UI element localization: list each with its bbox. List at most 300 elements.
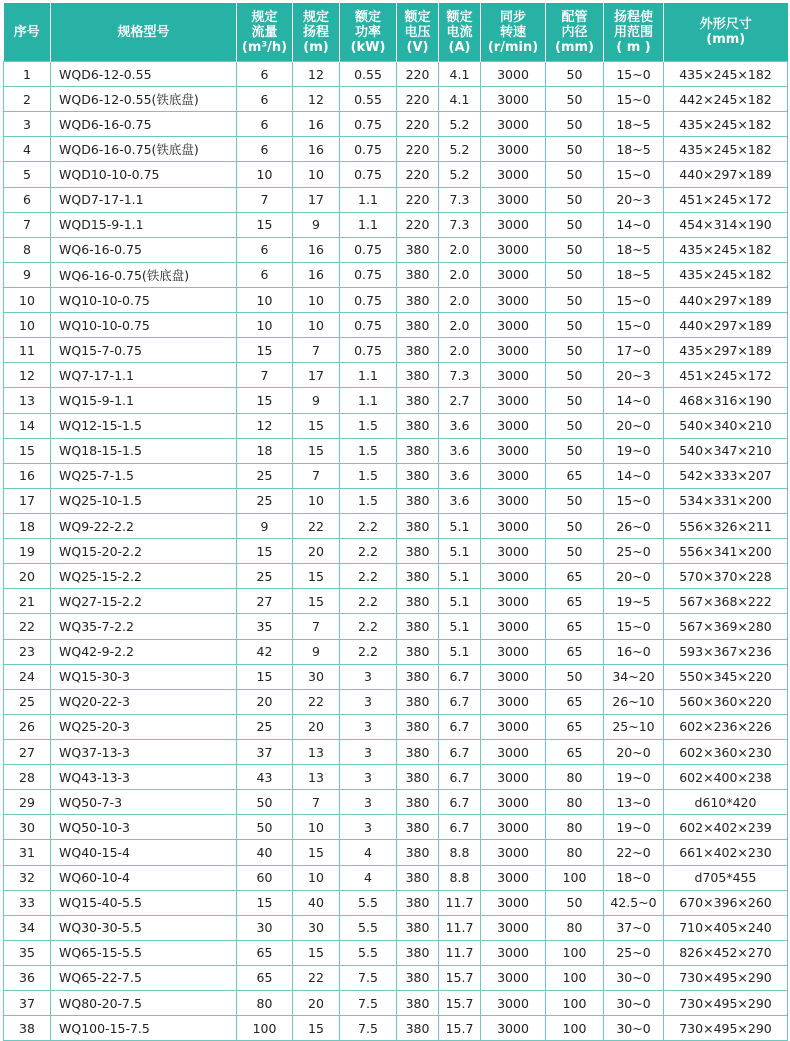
cell-index: 29 (4, 790, 51, 815)
cell-index: 17 (4, 488, 51, 513)
cell-pipe-diameter: 65 (546, 739, 604, 764)
cell-dimensions: 730×495×290 (664, 1016, 788, 1041)
cell-voltage: 220 (397, 87, 439, 112)
cell-current: 5.1 (439, 513, 481, 538)
cell-index: 13 (4, 388, 51, 413)
cell-power: 0.75 (340, 338, 397, 363)
cell-flow: 6 (237, 62, 293, 87)
cell-pipe-diameter: 50 (546, 664, 604, 689)
cell-index: 8 (4, 237, 51, 262)
cell-pipe-diameter: 50 (546, 438, 604, 463)
cell-model: WQ15-9-1.1 (51, 388, 237, 413)
cell-head-range: 19~0 (604, 438, 664, 463)
cell-speed: 3000 (481, 237, 546, 262)
cell-power: 1.5 (340, 488, 397, 513)
cell-head: 10 (293, 815, 340, 840)
cell-head: 9 (293, 212, 340, 237)
cell-current: 7.3 (439, 363, 481, 388)
cell-current: 2.0 (439, 262, 481, 287)
cell-current: 15.7 (439, 1016, 481, 1041)
cell-index: 20 (4, 564, 51, 589)
cell-head-range: 19~5 (604, 589, 664, 614)
cell-head: 10 (293, 313, 340, 338)
cell-head: 7 (293, 790, 340, 815)
cell-index: 7 (4, 212, 51, 237)
cell-model: WQ25-20-3 (51, 714, 237, 739)
cell-voltage: 220 (397, 212, 439, 237)
cell-head-range: 15~0 (604, 62, 664, 87)
cell-power: 2.2 (340, 589, 397, 614)
cell-dimensions: 602×402×239 (664, 815, 788, 840)
cell-voltage: 380 (397, 539, 439, 564)
cell-speed: 3000 (481, 890, 546, 915)
cell-dimensions: d610*420 (664, 790, 788, 815)
cell-dimensions: 730×495×290 (664, 991, 788, 1016)
cell-flow: 40 (237, 840, 293, 865)
cell-speed: 3000 (481, 338, 546, 363)
cell-index: 26 (4, 714, 51, 739)
table-row (4, 363, 788, 388)
cell-current: 7.3 (439, 187, 481, 212)
cell-index: 2 (4, 87, 51, 112)
cell-power: 0.55 (340, 62, 397, 87)
cell-dimensions: 826×452×270 (664, 940, 788, 965)
cell-flow: 42 (237, 639, 293, 664)
cell-voltage: 220 (397, 62, 439, 87)
cell-power: 1.1 (340, 212, 397, 237)
cell-index: 14 (4, 413, 51, 438)
table-row (4, 564, 788, 589)
cell-head-range: 15~0 (604, 87, 664, 112)
cell-current: 4.1 (439, 87, 481, 112)
cell-dimensions: 570×370×228 (664, 564, 788, 589)
cell-power: 3 (340, 790, 397, 815)
table-row (4, 513, 788, 538)
cell-head-range: 14~0 (604, 388, 664, 413)
cell-current: 11.7 (439, 890, 481, 915)
cell-speed: 3000 (481, 87, 546, 112)
cell-flow: 15 (237, 338, 293, 363)
cell-dimensions: 534×331×200 (664, 488, 788, 513)
cell-model: WQD7-17-1.1 (51, 187, 237, 212)
cell-dimensions: 602×400×238 (664, 765, 788, 790)
cell-dimensions: 602×236×226 (664, 714, 788, 739)
table-row (4, 890, 788, 915)
cell-head: 20 (293, 714, 340, 739)
cell-pipe-diameter: 50 (546, 62, 604, 87)
cell-head: 15 (293, 564, 340, 589)
cell-model: WQD15-9-1.1 (51, 212, 237, 237)
cell-flow: 15 (237, 539, 293, 564)
cell-model: WQ43-13-3 (51, 765, 237, 790)
cell-speed: 3000 (481, 112, 546, 137)
cell-head-range: 37~0 (604, 915, 664, 940)
table-row (4, 438, 788, 463)
cell-voltage: 380 (397, 991, 439, 1016)
cell-power: 0.75 (340, 237, 397, 262)
cell-voltage: 380 (397, 388, 439, 413)
cell-power: 1.1 (340, 363, 397, 388)
cell-current: 7.3 (439, 212, 481, 237)
cell-head-range: 15~0 (604, 313, 664, 338)
cell-head-range: 25~0 (604, 539, 664, 564)
cell-power: 3 (340, 765, 397, 790)
table-row (4, 840, 788, 865)
table-row (4, 940, 788, 965)
cell-model: WQ40-15-4 (51, 840, 237, 865)
cell-head: 16 (293, 137, 340, 162)
cell-head-range: 14~0 (604, 212, 664, 237)
cell-current: 5.1 (439, 639, 481, 664)
cell-dimensions: 542×333×207 (664, 463, 788, 488)
cell-dimensions: 468×316×190 (664, 388, 788, 413)
cell-pipe-diameter: 50 (546, 513, 604, 538)
cell-flow: 43 (237, 765, 293, 790)
cell-dimensions: 540×340×210 (664, 413, 788, 438)
cell-pipe-diameter: 50 (546, 338, 604, 363)
cell-flow: 65 (237, 965, 293, 990)
cell-speed: 3000 (481, 212, 546, 237)
cell-voltage: 380 (397, 714, 439, 739)
cell-head: 30 (293, 915, 340, 940)
cell-index: 15 (4, 438, 51, 463)
table-row (4, 87, 788, 112)
cell-voltage: 380 (397, 965, 439, 990)
cell-model: WQ27-15-2.2 (51, 589, 237, 614)
cell-current: 11.7 (439, 915, 481, 940)
cell-dimensions: 435×245×182 (664, 237, 788, 262)
cell-voltage: 380 (397, 614, 439, 639)
cell-power: 0.55 (340, 87, 397, 112)
cell-index: 35 (4, 940, 51, 965)
cell-voltage: 380 (397, 513, 439, 538)
cell-speed: 3000 (481, 388, 546, 413)
cell-model: WQD6-16-0.75(铁底盘) (51, 137, 237, 162)
cell-power: 3 (340, 739, 397, 764)
cell-current: 5.2 (439, 112, 481, 137)
table-row (4, 915, 788, 940)
cell-pipe-diameter: 80 (546, 790, 604, 815)
cell-model: WQ50-10-3 (51, 815, 237, 840)
cell-head: 22 (293, 513, 340, 538)
header-col-dimensions: 外形尺寸 (mm) (664, 3, 788, 62)
cell-model: WQ30-30-5.5 (51, 915, 237, 940)
cell-head: 7 (293, 614, 340, 639)
cell-dimensions: 435×245×182 (664, 262, 788, 287)
cell-model: WQ6-16-0.75 (51, 237, 237, 262)
cell-index: 23 (4, 639, 51, 664)
header-col-head: 规定 扬程 (m) (293, 3, 340, 62)
cell-dimensions: 540×347×210 (664, 438, 788, 463)
cell-head-range: 15~0 (604, 287, 664, 312)
cell-pipe-diameter: 65 (546, 564, 604, 589)
cell-power: 0.75 (340, 287, 397, 312)
cell-index: 34 (4, 915, 51, 940)
cell-voltage: 380 (397, 564, 439, 589)
cell-flow: 60 (237, 865, 293, 890)
cell-head: 16 (293, 112, 340, 137)
cell-power: 2.2 (340, 614, 397, 639)
table-row (4, 313, 788, 338)
table-row (4, 137, 788, 162)
cell-dimensions: 670×396×260 (664, 890, 788, 915)
cell-voltage: 380 (397, 338, 439, 363)
cell-current: 2.0 (439, 237, 481, 262)
cell-power: 1.1 (340, 187, 397, 212)
cell-index: 22 (4, 614, 51, 639)
cell-power: 2.2 (340, 539, 397, 564)
cell-flow: 6 (237, 237, 293, 262)
cell-voltage: 220 (397, 137, 439, 162)
cell-pipe-diameter: 65 (546, 614, 604, 639)
cell-head: 7 (293, 463, 340, 488)
cell-head: 10 (293, 488, 340, 513)
cell-index: 18 (4, 513, 51, 538)
cell-model: WQD6-12-0.55(铁底盘) (51, 87, 237, 112)
cell-flow: 7 (237, 363, 293, 388)
table-row (4, 865, 788, 890)
cell-index: 21 (4, 589, 51, 614)
cell-flow: 65 (237, 940, 293, 965)
cell-head: 10 (293, 162, 340, 187)
cell-head: 30 (293, 664, 340, 689)
cell-voltage: 380 (397, 262, 439, 287)
cell-head: 9 (293, 388, 340, 413)
cell-model: WQ15-20-2.2 (51, 539, 237, 564)
cell-voltage: 380 (397, 438, 439, 463)
cell-voltage: 380 (397, 865, 439, 890)
cell-index: 3 (4, 112, 51, 137)
cell-head-range: 26~0 (604, 513, 664, 538)
cell-flow: 10 (237, 313, 293, 338)
cell-pipe-diameter: 80 (546, 840, 604, 865)
table-row (4, 639, 788, 664)
cell-voltage: 380 (397, 815, 439, 840)
cell-power: 7.5 (340, 1016, 397, 1041)
cell-speed: 3000 (481, 765, 546, 790)
cell-head-range: 26~10 (604, 689, 664, 714)
cell-index: 36 (4, 965, 51, 990)
cell-dimensions: 556×341×200 (664, 539, 788, 564)
cell-current: 4.1 (439, 62, 481, 87)
cell-pipe-diameter: 50 (546, 87, 604, 112)
cell-power: 0.75 (340, 137, 397, 162)
table-row (4, 463, 788, 488)
cell-model: WQ42-9-2.2 (51, 639, 237, 664)
cell-power: 7.5 (340, 965, 397, 990)
cell-model: WQ6-16-0.75(铁底盘) (51, 262, 237, 287)
cell-dimensions: 710×405×240 (664, 915, 788, 940)
cell-power: 1.1 (340, 388, 397, 413)
cell-pipe-diameter: 50 (546, 313, 604, 338)
cell-index: 12 (4, 363, 51, 388)
cell-flow: 100 (237, 1016, 293, 1041)
cell-speed: 3000 (481, 488, 546, 513)
cell-voltage: 380 (397, 1016, 439, 1041)
cell-model: WQ9-22-2.2 (51, 513, 237, 538)
cell-dimensions: 442×245×182 (664, 87, 788, 112)
cell-model: WQ7-17-1.1 (51, 363, 237, 388)
cell-speed: 3000 (481, 438, 546, 463)
cell-head-range: 25~10 (604, 714, 664, 739)
cell-current: 6.7 (439, 714, 481, 739)
table-row (4, 62, 788, 87)
cell-dimensions: 454×314×190 (664, 212, 788, 237)
table-row (4, 614, 788, 639)
table-row (4, 1016, 788, 1041)
cell-voltage: 220 (397, 112, 439, 137)
cell-model: WQ100-15-7.5 (51, 1016, 237, 1041)
cell-power: 4 (340, 865, 397, 890)
cell-head-range: 20~0 (604, 739, 664, 764)
cell-voltage: 380 (397, 463, 439, 488)
cell-pipe-diameter: 100 (546, 865, 604, 890)
cell-voltage: 380 (397, 413, 439, 438)
cell-head-range: 16~0 (604, 639, 664, 664)
header-col-power: 额定 功率 (kW) (340, 3, 397, 62)
cell-dimensions: 550×345×220 (664, 664, 788, 689)
cell-speed: 3000 (481, 187, 546, 212)
cell-current: 8.8 (439, 840, 481, 865)
cell-voltage: 380 (397, 915, 439, 940)
cell-index: 16 (4, 463, 51, 488)
table-row (4, 664, 788, 689)
cell-model: WQ20-22-3 (51, 689, 237, 714)
table-row (4, 965, 788, 990)
cell-dimensions: 567×368×222 (664, 589, 788, 614)
table-row (4, 187, 788, 212)
cell-head-range: 14~0 (604, 463, 664, 488)
cell-head: 15 (293, 840, 340, 865)
cell-model: WQ10-10-0.75 (51, 287, 237, 312)
header-row (4, 3, 788, 62)
cell-pipe-diameter: 50 (546, 890, 604, 915)
header-col-speed: 同步 转速 (r/min) (481, 3, 546, 62)
cell-speed: 3000 (481, 940, 546, 965)
cell-power: 7.5 (340, 991, 397, 1016)
table-row (4, 287, 788, 312)
cell-dimensions: 440×297×189 (664, 162, 788, 187)
header-col-voltage: 额定 电压 (V) (397, 3, 439, 62)
cell-model: WQD10-10-0.75 (51, 162, 237, 187)
cell-flow: 6 (237, 112, 293, 137)
cell-speed: 3000 (481, 639, 546, 664)
cell-current: 5.1 (439, 564, 481, 589)
cell-dimensions: 560×360×220 (664, 689, 788, 714)
cell-flow: 18 (237, 438, 293, 463)
cell-pipe-diameter: 65 (546, 639, 604, 664)
cell-voltage: 380 (397, 840, 439, 865)
cell-flow: 15 (237, 664, 293, 689)
cell-voltage: 380 (397, 689, 439, 714)
cell-head: 10 (293, 865, 340, 890)
cell-flow: 35 (237, 614, 293, 639)
cell-pipe-diameter: 50 (546, 162, 604, 187)
cell-speed: 3000 (481, 815, 546, 840)
cell-head-range: 18~5 (604, 112, 664, 137)
cell-speed: 3000 (481, 689, 546, 714)
cell-pipe-diameter: 80 (546, 815, 604, 840)
cell-model: WQ60-10-4 (51, 865, 237, 890)
table-row (4, 790, 788, 815)
cell-head: 15 (293, 1016, 340, 1041)
cell-power: 2.2 (340, 564, 397, 589)
cell-speed: 3000 (481, 539, 546, 564)
cell-dimensions: 435×245×182 (664, 137, 788, 162)
table-row (4, 765, 788, 790)
cell-flow: 50 (237, 790, 293, 815)
cell-model: WQ15-30-3 (51, 664, 237, 689)
cell-head: 10 (293, 287, 340, 312)
cell-voltage: 380 (397, 790, 439, 815)
cell-power: 3 (340, 689, 397, 714)
cell-head-range: 34~20 (604, 664, 664, 689)
cell-flow: 20 (237, 689, 293, 714)
cell-head: 22 (293, 689, 340, 714)
cell-pipe-diameter: 100 (546, 991, 604, 1016)
table-row (4, 237, 788, 262)
cell-dimensions: 440×297×189 (664, 287, 788, 312)
table-row (4, 714, 788, 739)
cell-power: 3 (340, 714, 397, 739)
cell-speed: 3000 (481, 513, 546, 538)
cell-current: 8.8 (439, 865, 481, 890)
cell-index: 10 (4, 313, 51, 338)
cell-voltage: 380 (397, 739, 439, 764)
cell-pipe-diameter: 50 (546, 237, 604, 262)
cell-speed: 3000 (481, 589, 546, 614)
cell-current: 6.7 (439, 815, 481, 840)
cell-head-range: 30~0 (604, 1016, 664, 1041)
header-col-pipe-diameter: 配管 内径 (mm) (546, 3, 604, 62)
cell-index: 4 (4, 137, 51, 162)
cell-pipe-diameter: 65 (546, 463, 604, 488)
cell-index: 32 (4, 865, 51, 890)
cell-head: 22 (293, 965, 340, 990)
cell-head: 16 (293, 262, 340, 287)
cell-speed: 3000 (481, 840, 546, 865)
cell-pipe-diameter: 65 (546, 689, 604, 714)
cell-index: 10 (4, 287, 51, 312)
table-row (4, 589, 788, 614)
cell-head-range: 25~0 (604, 940, 664, 965)
cell-model: WQ15-7-0.75 (51, 338, 237, 363)
cell-head: 15 (293, 413, 340, 438)
header-col-head-range: 扬程使 用范围 ( m ) (604, 3, 664, 62)
table-row (4, 488, 788, 513)
cell-index: 9 (4, 262, 51, 287)
cell-speed: 3000 (481, 614, 546, 639)
cell-head-range: 30~0 (604, 965, 664, 990)
cell-dimensions: 556×326×211 (664, 513, 788, 538)
cell-speed: 3000 (481, 363, 546, 388)
cell-model: WQD6-12-0.55 (51, 62, 237, 87)
cell-flow: 15 (237, 388, 293, 413)
cell-power: 5.5 (340, 940, 397, 965)
cell-current: 5.1 (439, 614, 481, 639)
cell-model: WQ25-15-2.2 (51, 564, 237, 589)
cell-current: 2.7 (439, 388, 481, 413)
cell-index: 25 (4, 689, 51, 714)
cell-head-range: 13~0 (604, 790, 664, 815)
cell-pipe-diameter: 65 (546, 589, 604, 614)
cell-pipe-diameter: 50 (546, 488, 604, 513)
cell-head-range: 30~0 (604, 991, 664, 1016)
table-row (4, 338, 788, 363)
cell-head: 17 (293, 187, 340, 212)
cell-speed: 3000 (481, 790, 546, 815)
cell-pipe-diameter: 50 (546, 112, 604, 137)
